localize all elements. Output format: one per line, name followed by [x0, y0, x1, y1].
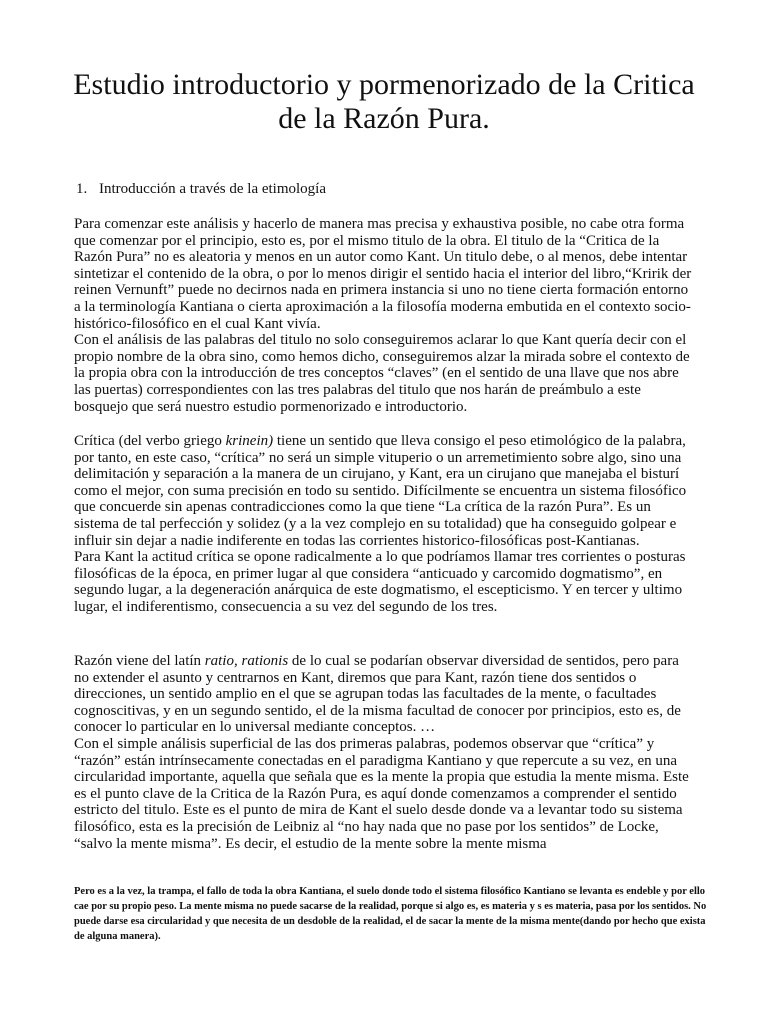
document-title: [40, 68, 728, 136]
bold-note: Pero es a la vez, la trampa, el fallo de toda la obra Kantiana, el suelo donde todo el sistema filosófico Kantiano se levanta es endeble y por ello cae por su propio peso. La mente misma no puede sacarse de la realidad, porque si algo es, es materia y s es materia, pasa por los sentidos. No puede darse esa circularidad y que necesita de un desdoble de la realidad, el de sacar la mente de la misma mente(dando por hecho que exista de alguna manera).: [74, 886, 707, 942]
paragraph-block-critica: [74, 433, 694, 616]
section-number: 1.: [76, 181, 88, 197]
title-line-2: de la Razón Pura.: [278, 102, 490, 135]
section-heading: [76, 180, 326, 198]
paragraph-5-start: Razón viene del latín: [74, 653, 205, 669]
paragraph-block-introduction: [74, 216, 694, 415]
paragraph-1: Para comenzar este análisis y hacerlo de manera mas precisa y exhaustiva posible, no cabe otra forma que comenzar por el principio, esto es, por el mismo titulo de la obra. El titulo de la “Critica de la Razón Pura” no es aleatoria y menos en un autor como Kant. Un titulo debe, o al menos, debe intentar sintetizar el contenido de la obra, o por lo menos dirigir el sentido hacia el interior del libro,“Kririk der reinen Vernunft” puede no decirnos nada en primera instancia si uno no tiene cierta formación entorno a la terminología Kantiana o cierta aproximación a la filosofía moderna embutida en el contexto socio-histórico-filosófico en el cual Kant vivía.: [74, 216, 692, 332]
paragraph-5-separator: ,: [233, 653, 242, 669]
section-heading-text: Introducción a través de la etimología: [99, 181, 326, 197]
paragraph-5-rest: de lo cual se podarían observar diversidad de sentidos, pero para no extender el asunto y centrarnos en Kant, diremos que para Kant, razón tiene dos sentidos o direcciones, un sentido amplio en el que se agrupan todas las facultades de la mente, o facultades cognoscitivas, y en un segundo sentido, el de la misma facultad de conocer por principios, esto es, de conocer lo particular en lo universal mediante conceptos. …: [74, 653, 681, 736]
paragraph-3-rest: tiene un sentido que lleva consigo el peso etimológico de la palabra, por tanto, en este caso, “crítica” no será un simple vituperio o un arremetimiento sobre algo, sino una delimitación y separación a la manera de un cirujano, y Kant, era un cirujano que manejaba el bisturí como el mejor, con suma precisión en todo su sentido. Difícilmente se encuentra un sistema filosófico que concuerde sin apenas contradicciones como la que tiene “La crítica de la razón Pura”. Es un sistema de tal perfección y solidez (y a la vez complejo en su totalidad) que ha conseguido golpear e influir sin dejar a nadie indiferente en todas las corrientes historico-filosóficas post-Kantianas.: [74, 433, 687, 549]
title-line-1: Estudio introductorio y pormenorizado de la Critica: [73, 68, 695, 101]
paragraph-5: [74, 653, 694, 736]
paragraph-2: Con el análisis de las palabras del titulo no solo conseguiremos aclarar lo que Kant quería decir con el propio nombre de la obra sino, como hemos dicho, conseguiremos alzar la mirada sobre el contexto de la propia obra con la introducción de tres conceptos “claves” (en el sentido de una llave que nos abre las puertas) correspondientes con las tres palabras del titulo que nos harán de preámbulo a este bosquejo que será nuestro estudio pormenorizado e introductorio.: [74, 332, 690, 415]
paragraph-4: Para Kant la actitud crítica se opone radicalmente a lo que podríamos llamar tres corrientes o posturas filosóficas de la época, en primer lugar al que considera “anticuado y carcomido dogmatismo”, en segundo lugar, a la degeneración anárquica de este dogmatismo, el escepticismo. Y en tercer y ultimo lugar, el indiferentismo, consecuencia a su vez del segundo de los tres.: [74, 549, 686, 615]
paragraph-3: [74, 433, 694, 549]
paragraph-block-razon: [74, 653, 694, 852]
paragraph-3-start: Crítica (del verbo griego: [74, 433, 226, 449]
paragraph-3-italic-term: krinein): [225, 433, 274, 449]
paragraph-6: Con el simple análisis superficial de las dos primeras palabras, podemos observar que “crítica” y “razón” están intrínsecamente conectadas en el paradigma Kantiano y que repercute a su vez, en una circularidad importante, aquella que señala que es la mente la propia que estudia la mente misma. Este es el punto clave de la Critica de la Razón Pura, es aquí donde comenzamos a comprender el sentido estricto del titulo. Este es el punto de mira de Kant el suelo desde donde va a levantar todo su sistema filosófico, esta es la precisión de Leibniz al “no hay nada que no pase por los sentidos” de Locke, “salvo la mente misma”. Es decir, el estudio de la mente sobre la mente misma: [74, 735, 689, 852]
paragraph-5-italic-ratio: ratio: [204, 653, 234, 669]
paragraph-5-italic-rationis: rationis: [241, 653, 289, 669]
